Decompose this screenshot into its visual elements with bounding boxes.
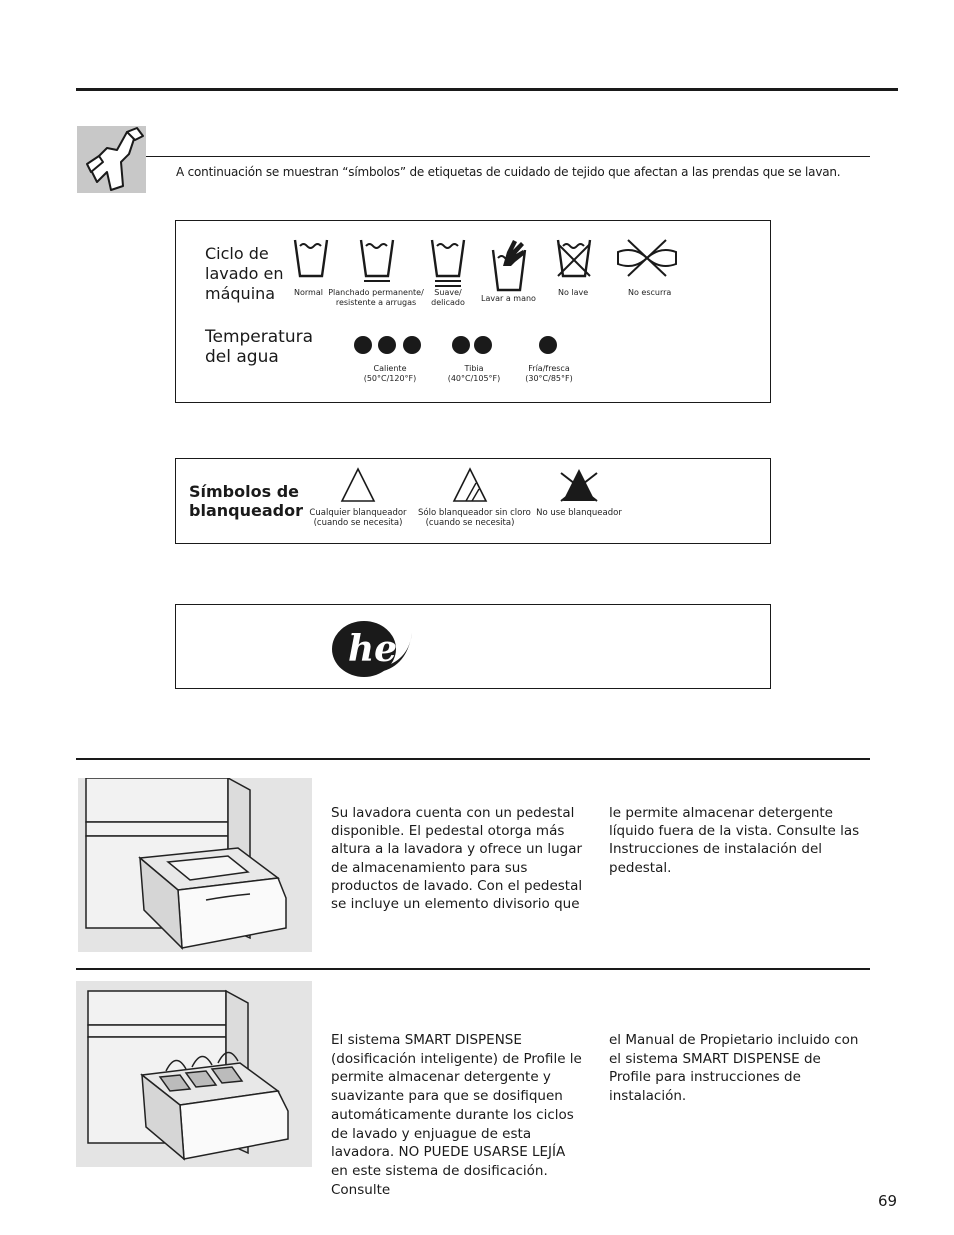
he-box	[175, 604, 771, 689]
do-not-wash-icon	[556, 236, 592, 280]
do-not-wring-label: No escurra	[628, 288, 672, 297]
pedestal-section-rule	[76, 758, 870, 760]
pedestal-drawer-illustration	[78, 778, 312, 952]
intro-text: A continuación se muestran “símbolos” de etiquetas de cuidado de tejido que afectan a las prendas que se lavan.	[176, 165, 841, 179]
cold-dot	[539, 336, 559, 356]
permanent-press-tub-icon	[359, 236, 395, 284]
shirt-icon	[77, 126, 146, 193]
intro-rule	[146, 156, 870, 157]
top-rule	[76, 88, 898, 91]
delicate-label: Suave/ delicado	[431, 288, 465, 307]
smart-dispense-text-col1: El sistema SMART DISPENSE (dosificación inteligente) de Profile le permite almacenar detergente y suavizante para que se dosifiquen automáticamente durante los ciclos de lavado y enjuague de esta lavadora. NO PUEDE USARSE LEJÍA en este sistema de dosificación. Consulte	[331, 1032, 582, 1198]
hand-wash-label: Lavar a mano	[481, 294, 536, 303]
no-bleach-label: No use blanqueador	[536, 508, 622, 518]
any-bleach-label: Cualquier blanqueador (cuando se necesita)	[309, 508, 407, 528]
any-bleach-triangle-icon	[340, 467, 376, 503]
warm-label: Tibia (40°C/105°F)	[447, 364, 501, 383]
do-not-wash-label: No lave	[558, 288, 589, 297]
hot-dots	[354, 336, 434, 356]
smart-dispense-text-col2: el Manual de Propietario incluido con el sistema SMART DISPENSE de Profile para instrucciones de instalación.	[609, 1032, 859, 1105]
permanent-press-label: Planchado permanente/ resistente a arrugas	[328, 288, 424, 307]
care-symbols-box	[175, 220, 771, 403]
normal-label: Normal	[294, 288, 323, 297]
pedestal-text-col2: le permite almacenar detergente líquido fuera de la vista. Consulte las Instrucciones de instalación del pedestal.	[609, 805, 860, 876]
he-logo-icon	[328, 613, 416, 681]
cold-label: Fría/fresca (30°C/85°F)	[525, 364, 573, 383]
svg-text:he: he	[348, 628, 398, 670]
do-not-wring-icon	[614, 238, 680, 278]
normal-wash-tub-icon	[293, 236, 329, 280]
hand-wash-icon	[491, 236, 527, 296]
delicate-tub-icon	[430, 236, 466, 288]
warm-dots	[452, 336, 496, 356]
non-chlorine-bleach-triangle-icon	[452, 467, 488, 503]
smart-dispense-illustration	[76, 981, 312, 1167]
no-bleach-triangle-icon	[559, 467, 599, 503]
pedestal-text-col1: Su lavadora cuenta con un pedestal disponible. El pedestal otorga más altura a la lavadora y ofrece un lugar de almacenamiento para sus productos de lavado. Con el pedestal se incluye un elemento divisorio que	[331, 805, 583, 913]
hot-label: Caliente (50°C/120°F)	[363, 364, 417, 383]
page-number: 69	[878, 1192, 898, 1210]
bleach-label: Símbolos de blanqueador	[189, 482, 303, 520]
non-chlorine-bleach-label: Sólo blanqueador sin cloro (cuando se necesita)	[418, 508, 531, 528]
wash-cycle-label: Ciclo de lavado en máquina	[205, 244, 284, 303]
bleach-box	[175, 458, 771, 544]
water-temperature-label: Temperatura del agua	[205, 327, 314, 367]
smart-dispense-section-rule	[76, 968, 870, 970]
